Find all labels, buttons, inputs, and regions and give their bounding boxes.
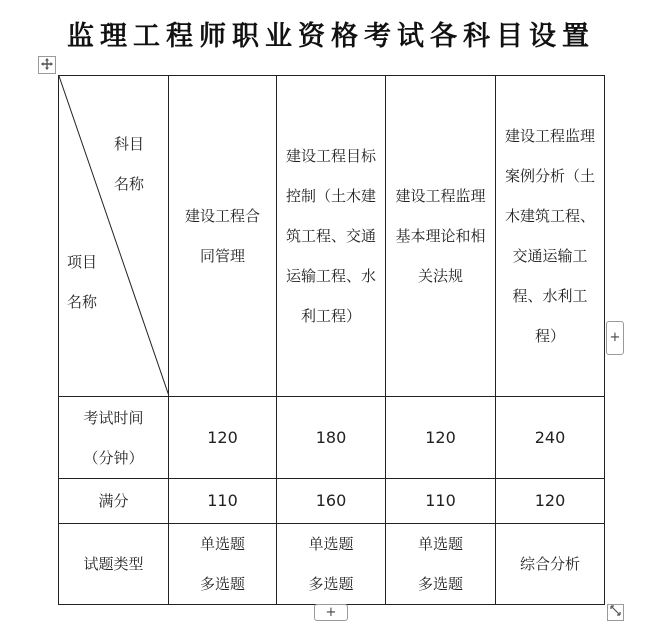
corner-column-label: 科目 名称 [114,135,145,193]
subject-header-cell[interactable] [169,76,277,397]
add-column-button[interactable]: + [606,321,624,355]
diagonal-header-cell[interactable] [59,76,169,397]
cell-value: 单选题 多选题 [199,535,245,593]
row-label: 试题类型 [83,555,144,573]
subject-name: 建设工程合同管理 [184,207,260,265]
table-cell[interactable] [169,397,277,479]
move-icon [40,57,54,73]
table-cell[interactable] [277,479,386,524]
cell-value: 120 [534,491,566,510]
table-cell[interactable] [386,479,496,524]
row-label-cell[interactable] [59,479,169,524]
table-cell[interactable] [386,524,496,605]
table-move-handle[interactable] [38,56,56,74]
table-row [59,479,605,524]
table-cell[interactable] [169,524,277,605]
cell-value: 单选题 多选题 [417,535,463,593]
cell-value: 180 [315,427,347,447]
subjects-table [58,75,605,605]
table-cell[interactable] [386,397,496,479]
table-row [59,397,605,479]
add-row-button[interactable]: + [314,604,348,621]
cell-value: 单选题 多选题 [308,535,354,593]
corner-row-label: 项目 名称 [67,253,98,311]
table-cell[interactable] [496,524,605,605]
table-header-row [59,76,605,397]
subject-header-cell[interactable] [386,76,496,397]
table-cell[interactable] [496,397,605,479]
cell-value: 120 [425,427,456,447]
table-cell[interactable] [277,524,386,605]
subject-name: 建设工程监理基本理论和相关法规 [395,187,486,285]
page-title: 监理工程师职业资格考试各科目设置 [67,21,595,52]
cell-value: 240 [534,427,566,447]
row-label-cell[interactable] [59,397,169,479]
subject-name: 建设工程监理案例分析（土木建筑工程、交通运输工程、水利工程） [504,127,595,345]
row-label: 考试时间（分钟） [83,408,144,467]
cell-value: 110 [425,491,456,510]
subject-header-cell[interactable] [496,76,605,397]
table-resize-handle[interactable] [607,604,624,621]
resize-icon [610,606,621,619]
subject-name: 建设工程目标控制（土木建筑工程、交通运输工程、水利工程） [285,147,376,325]
table-cell[interactable] [169,479,277,524]
subject-header-cell[interactable] [277,76,386,397]
row-label: 满分 [98,492,129,510]
cell-value: 110 [207,491,238,510]
table-row [59,524,605,605]
cell-value: 综合分析 [519,555,580,573]
cell-value: 160 [315,491,347,510]
table-cell[interactable] [277,397,386,479]
cell-value: 120 [207,427,238,447]
row-label-cell[interactable] [59,524,169,605]
table-cell[interactable] [496,479,605,524]
